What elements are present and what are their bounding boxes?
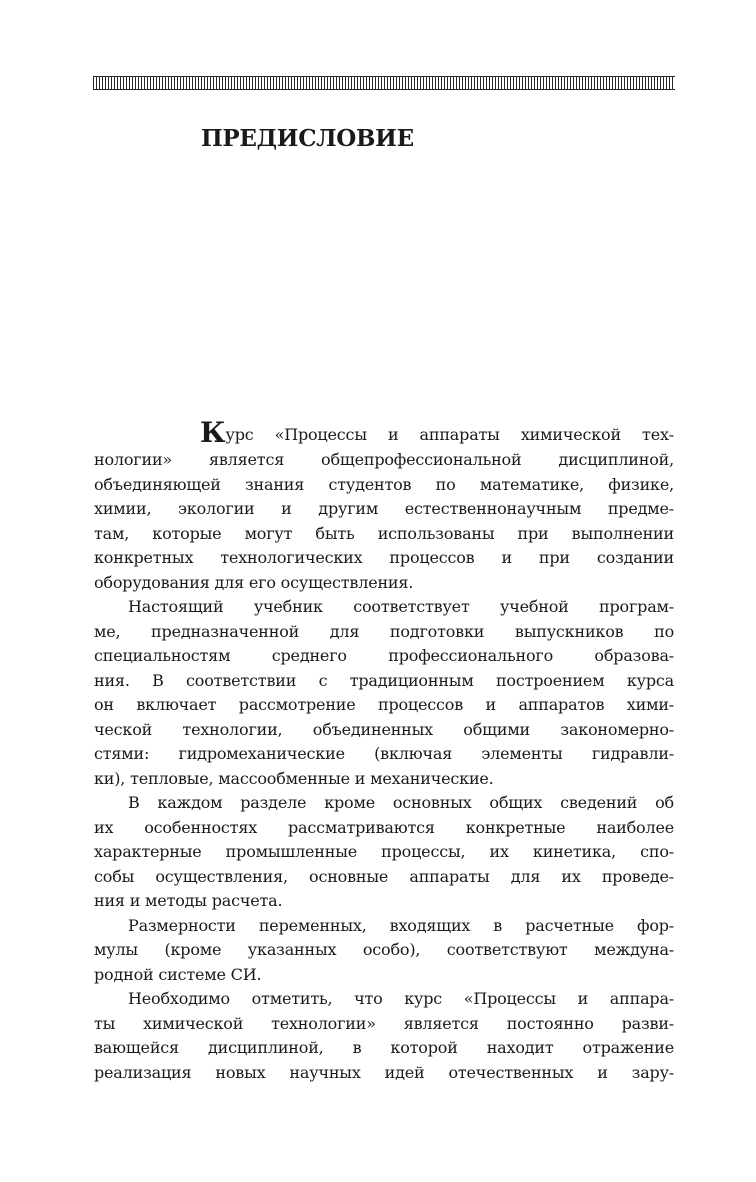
text-line: ческой технологии, объединенных общими закономерно- (94, 719, 674, 739)
text-line: оборудования для его осуществления. (94, 572, 414, 592)
text-line: В каждом разделе кроме основных общих сведений об (128, 793, 674, 812)
text-line: реализация новых научных идей отечественных и зару- (94, 1062, 674, 1082)
text-line: ния. В соответствии с традиционным построением курса (94, 670, 674, 690)
text-line: родной системе СИ. (94, 964, 262, 984)
preface-body (94, 418, 674, 1085)
text-line: их особенностях рассматриваются конкретные наиболее (94, 817, 674, 837)
drop-cap: К (200, 416, 226, 449)
text-line: стями: гидромеханические (включая элементы гидравли- (94, 744, 674, 763)
text-line: Размерности переменных, входящих в расчетные фор- (128, 915, 674, 935)
text-line: собы осуществления, основные аппараты для их проведе- (94, 866, 674, 886)
text-line: ты химической технологии» является постоянно разви- (94, 1013, 674, 1033)
text-line: он включает рассмотрение процессов и аппаратов хими- (94, 695, 674, 714)
text-line: специальностям среднего профессионального образова- (94, 646, 674, 665)
text-line: химии, экологии и другим естественнонаучным предме- (94, 499, 674, 518)
text-line (94, 418, 674, 448)
text-line: ния и методы расчета. (94, 891, 283, 910)
header-decorative-rule (93, 76, 675, 90)
text-line: Необходимо отметить, что курс «Процессы и аппара- (128, 989, 674, 1008)
text-line: ки), тепловые, массообменные и механические. (94, 768, 494, 788)
text-line: ме, предназначенной для подготовки выпускников по (94, 621, 674, 641)
text-line: нологии» является общепрофессиональной дисциплиной, (94, 450, 674, 469)
text-line: мулы (кроме указанных особо), соответствуют междуна- (94, 940, 674, 959)
text-line: Настоящий учебник соответствует учебной програм- (128, 597, 674, 616)
text-line: вающейся дисциплиной, в которой находит отражение (94, 1038, 674, 1057)
page-title: ПРЕДИСЛОВИЕ (201, 125, 414, 152)
text-line-content: урс «Процессы и аппараты химической тех- (225, 425, 674, 444)
text-line: объединяющей знания студентов по математике, физике, (94, 474, 674, 494)
text-line: там, которые могут быть использованы при выполнении (94, 523, 674, 543)
text-line: конкретных технологических процессов и при создании (94, 548, 674, 567)
text-line: характерные промышленные процессы, их кинетика, спо- (94, 842, 674, 861)
